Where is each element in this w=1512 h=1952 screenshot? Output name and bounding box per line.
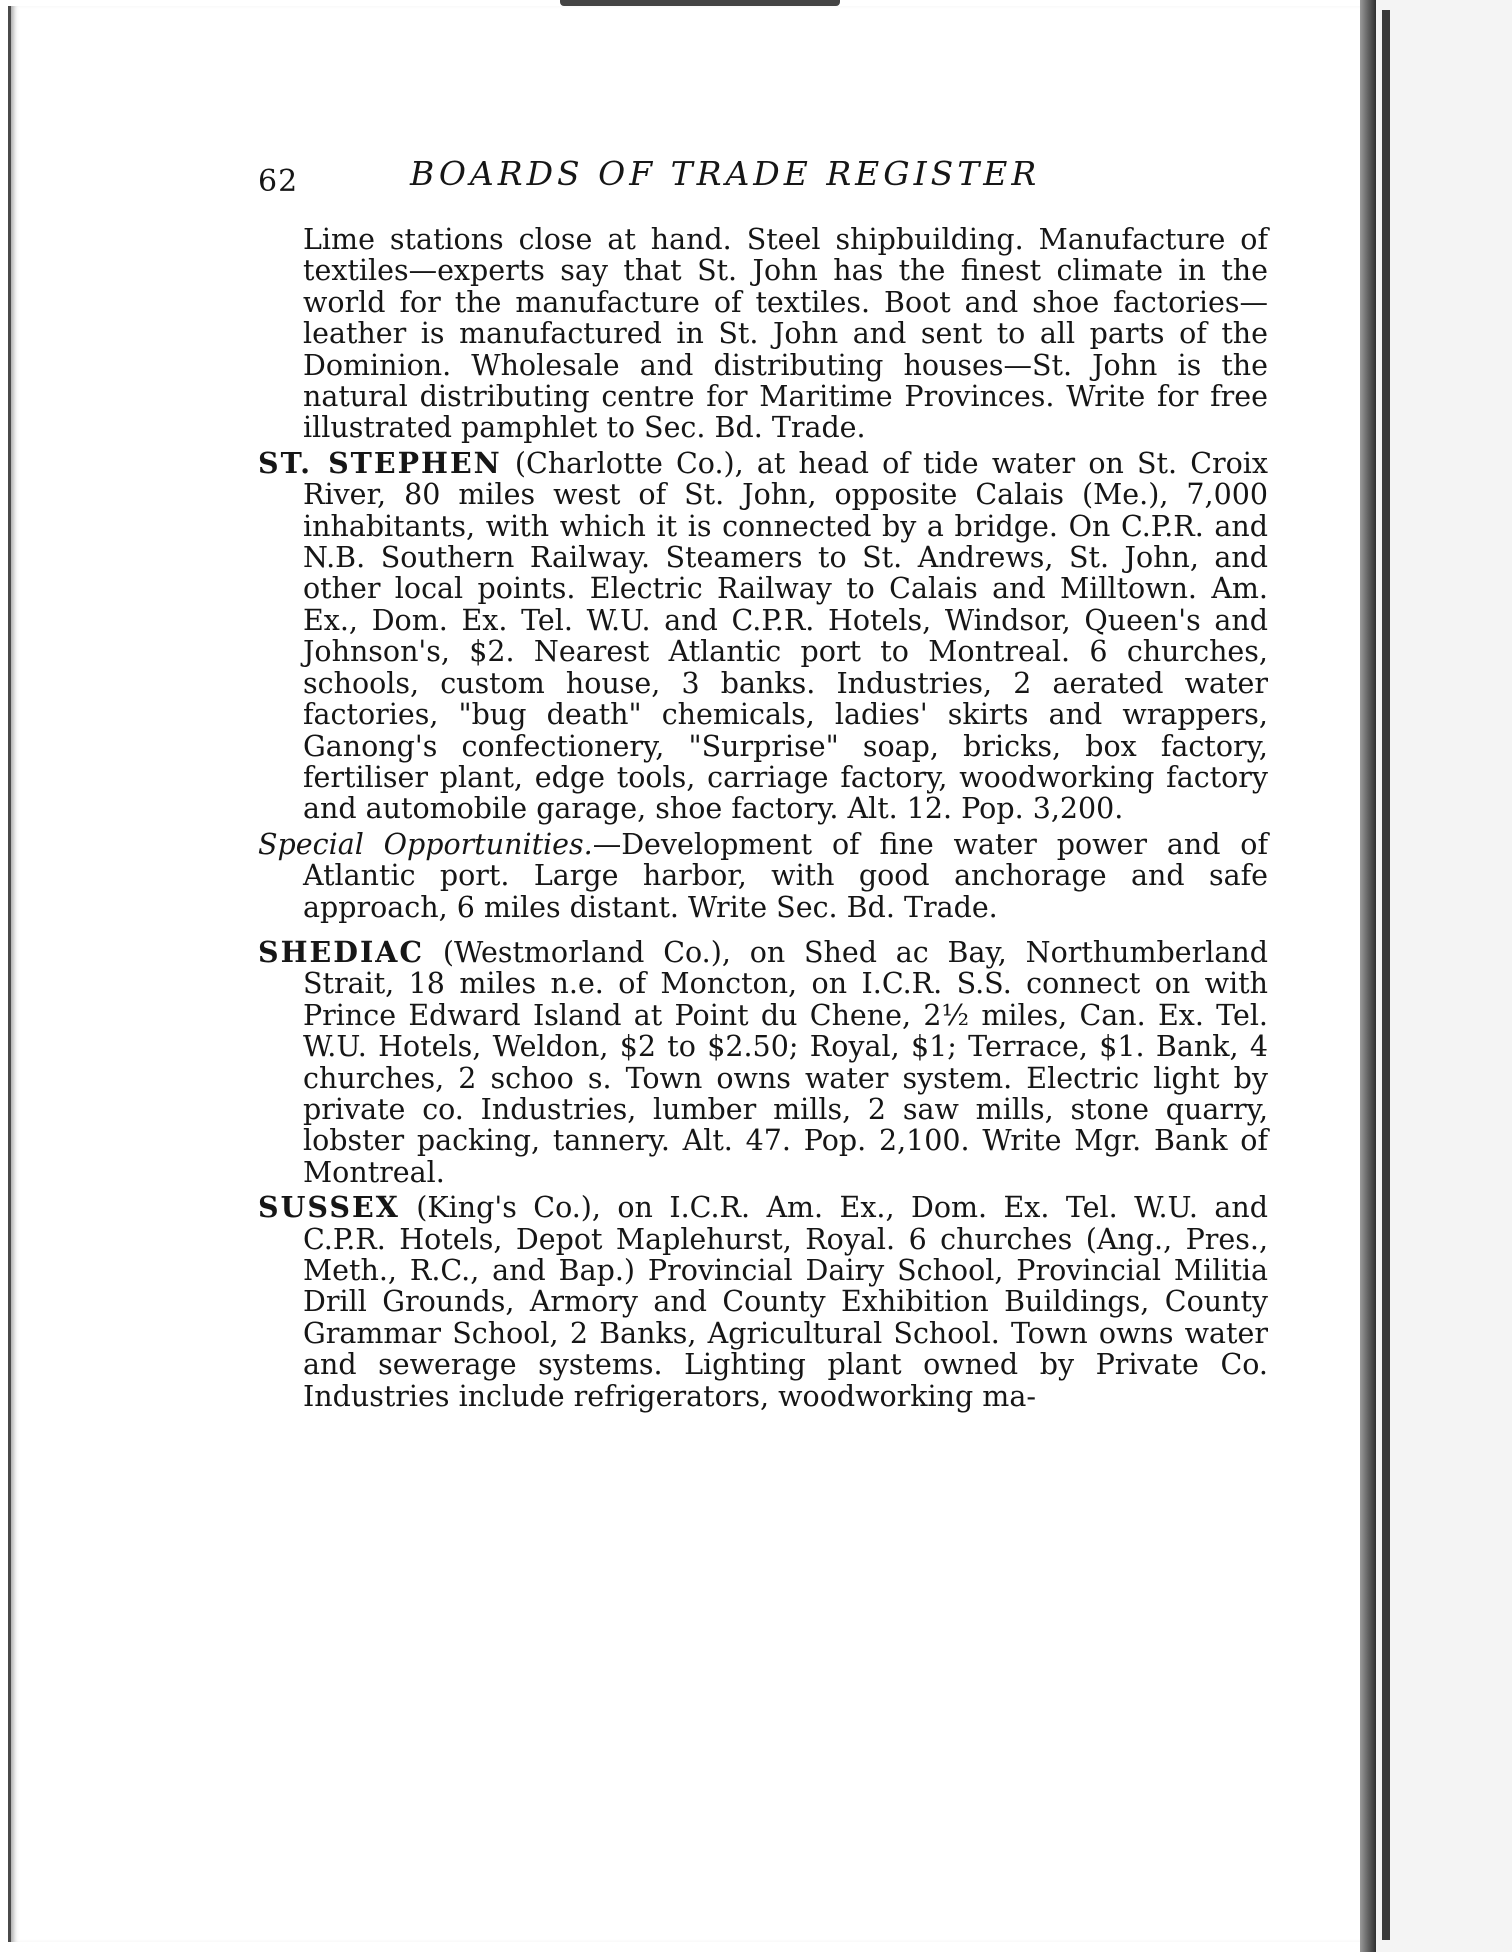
page-top-edge	[560, 0, 840, 6]
continuation-paragraph: Lime stations close at hand. Steel shipbuilding. Manufacture of textiles—experts say that St. John has the finest climate in the world for the manufacture of textiles. Boot and shoe factories—leather is manufactured in St. John and sent to all parts of the Dominion. Wholesale and distributing houses—St. John is the natural distributing centre for Maritime Provinces. Write for free illustrated pamphlet to Sec. Bd. Trade.	[303, 223, 1268, 445]
entry-st-stephen	[258, 445, 1268, 826]
entry-sussex	[258, 1192, 1268, 1412]
entry-shediac	[258, 934, 1268, 1189]
entry-text: —Development of fine water power and of Atlantic port. Large harbor, with good anchorage and safe approach, 6 miles distant. Write Sec. Bd. Trade.	[303, 827, 1268, 924]
entry-name: SHEDIAC	[258, 934, 425, 969]
page-header	[258, 150, 1268, 210]
page-number: 62	[258, 164, 299, 199]
entry-name: ST. STEPHEN	[258, 445, 502, 480]
entry-text: (King's Co.), on I.C.R. Am. Ex., Dom. Ex. Tel. W.U. and C.P.R. Hotels, Depot Maplehurst, Royal. 6 churches (Ang., Pres., Meth., R.C., and Bap.) Provincial Dairy School, Provincial Militia Drill Grounds, Armory and County Exhibition Buildings, County Grammar School, 2 Banks, Agricultural School. Town owns water and sewerage systems. Lighting plant owned by Private Co. Industries include refrigerators, woodworking ma-	[303, 1191, 1268, 1413]
facing-page-edge	[1376, 0, 1512, 1952]
entry-text: (Charlotte Co.), at head of tide water on St. Croix River, 80 miles west of St. John, opposite Calais (Me.), 7,000 inhabitants, with which it is connected by a bridge. On C.P.R. and N.B. Southern Railway. Steamers to St. Andrews, St. John, and other local points. Electric Railway to Calais and Milltown. Am. Ex., Dom. Ex. Tel. W.U. and C.P.R. Hotels, Windsor, Queen's and Johnson's, $2. Nearest Atlantic port to Montreal. 6 churches, schools, custom house, 3 banks. Industries, 2 aerated water factories, "bug death" chemicals, ladies' skirts and wrappers, Ganong's confectionery, "Surprise" soap, bricks, box factory, fertiliser plant, edge tools, carriage factory, woodworking factory and automobile garage, shoe factory. Alt. 12. Pop. 3,200.	[303, 446, 1268, 826]
facing-page-border	[1382, 10, 1390, 1940]
entry-text: (Westmorland Co.), on Shed ac Bay, Northumberland Strait, 18 miles n.e. of Moncton, on I.C.R. S.S. connect on with Prince Edward Island at Point du Chene, 2½ miles, Can. Ex. Tel. W.U. Hotels, Weldon, $2 to $2.50; Royal, $1; Terrace, $1. Bank, 4 churches, 2 schoo s. Town owns water system. Electric light by private co. Industries, lumber mills, 2 saw mills, stone quarry, lobster packing, tannery. Alt. 47. Pop. 2,100. Write Mgr. Bank of Montreal.	[303, 935, 1268, 1189]
page-content	[258, 150, 1268, 1412]
running-title: BOARDS OF TRADE REGISTER	[410, 154, 1041, 193]
book-spine-shadow	[1360, 0, 1376, 1952]
entry-name: SUSSEX	[258, 1190, 400, 1225]
entry-special-opportunities	[258, 829, 1268, 923]
special-opportunities-label: Special Opportunities.	[258, 827, 593, 861]
